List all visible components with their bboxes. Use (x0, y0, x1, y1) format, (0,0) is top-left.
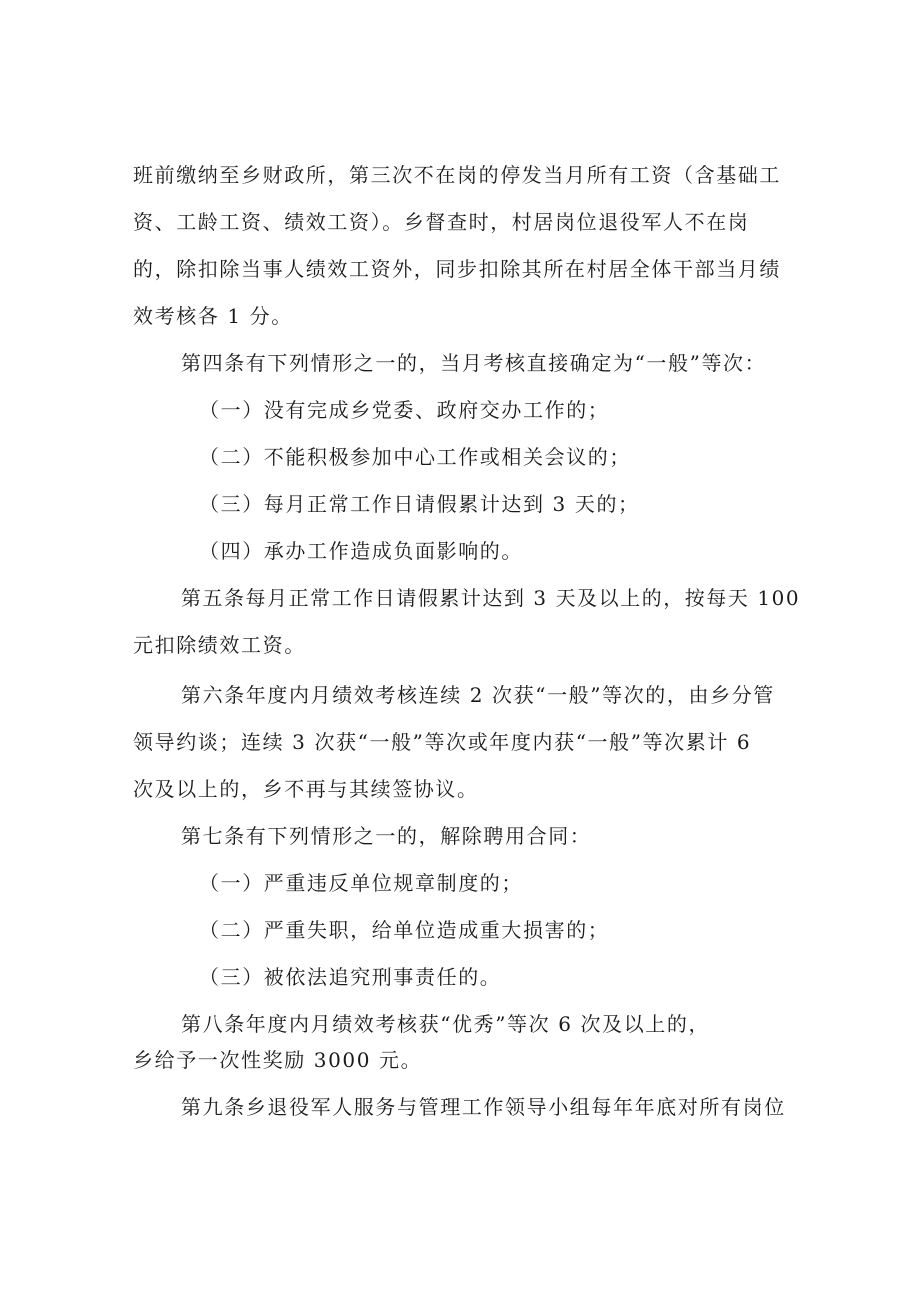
article-8-line-1: 第八条年度内月绩效考核获“优秀”等次 6 次及以上的， (181, 1012, 711, 1036)
article-6-line-1: 第六条年度内月绩效考核连续 2 次获“一般”等次的，由乡分管 (181, 683, 775, 707)
article-9-line-1: 第九条乡退役军人服务与管理工作领导小组每年年底对所有岗位 (181, 1095, 786, 1119)
article-7-item-2: （二）严重失职，给单位造成重大损害的； (199, 918, 610, 942)
text-line-2: 资、工龄工资、绩效工资）。乡督查时，村居岗位退役军人不在岗 (133, 210, 750, 234)
article-4-item-3: （三）每月正常工作日请假累计达到 3 天的； (199, 492, 640, 516)
article-7-heading: 第七条有下列情形之一的，解除聘用合同： (181, 824, 592, 848)
article-4-item-1: （一）没有完成乡党委、政府交办工作的； (199, 398, 610, 422)
article-7-item-1: （一）严重违反单位规章制度的； (199, 871, 523, 895)
text-line-4: 效考核各 1 分。 (133, 304, 293, 328)
article-8-line-2: 乡给予一次性奖励 3000 元。 (133, 1048, 423, 1072)
article-5-line-2: 元扣除绩效工资。 (133, 633, 306, 657)
article-4-heading: 第四条有下列情形之一的，当月考核直接确定为“一般”等次： (181, 351, 767, 375)
article-7-item-3: （三）被依法追究刑事责任的。 (199, 965, 502, 989)
article-4-item-4: （四）承办工作造成负面影响的。 (199, 539, 523, 563)
text-line-3: 的，除扣除当事人绩效工资外，同步扣除其所在村居全体干部当月绩 (133, 257, 781, 281)
article-4-item-2: （二）不能积极参加中心工作或相关会议的； (199, 445, 631, 469)
article-6-line-3: 次及以上的，乡不再与其续签协议。 (133, 777, 479, 801)
article-5-line-1: 第五条每月正常工作日请假累计达到 3 天及以上的，按每天 100 (181, 586, 801, 610)
article-6-line-2: 领导约谈；连续 3 次获“一般”等次或年度内获“一般”等次累计 6 (133, 730, 752, 754)
text-line-1: 班前缴纳至乡财政所，第三次不在岗的停发当月所有工资（含基础工 (133, 163, 781, 187)
